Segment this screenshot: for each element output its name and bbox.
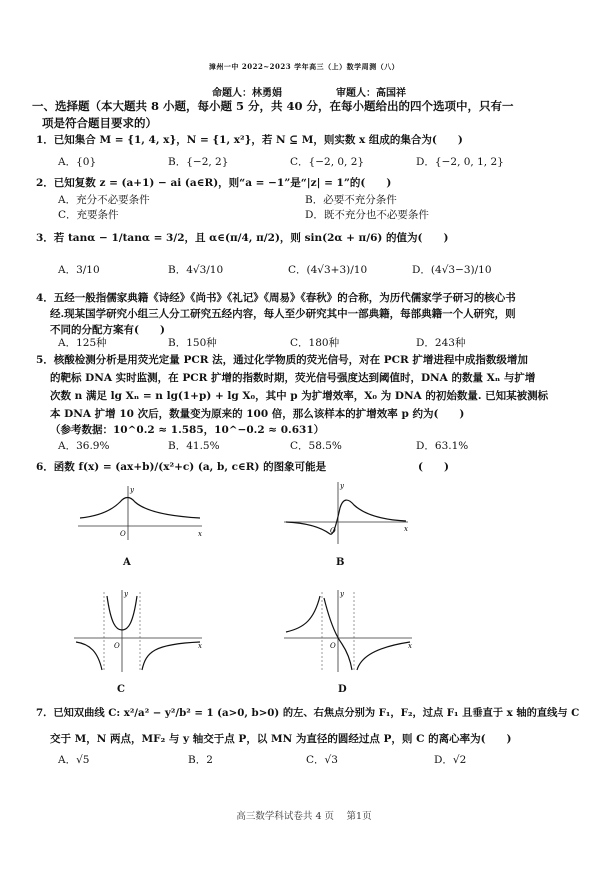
graph-d-x-label: x [408, 642, 412, 650]
q5-option-b: B．41.5% [168, 440, 220, 452]
composer: 命题人：林勇娟 [212, 88, 282, 99]
q7-option-b: B．2 [188, 754, 213, 766]
question-5-reference: （参考数据：10^0.2 ≈ 1.585，10^−0.2 ≈ 0.631） [50, 424, 325, 436]
graph-b-label: B [336, 557, 345, 568]
q5-option-a: A．36.9% [58, 440, 110, 452]
q1-option-d: D．{−2, 0, 1, 2} [416, 156, 504, 168]
graph-d-curve-right [357, 642, 410, 670]
q4-option-c: C．180种 [290, 337, 340, 349]
graph-a [74, 482, 206, 544]
q1-option-b: B．{−2, 2} [168, 156, 229, 168]
section-heading-line2: 项是符合题目要求的） [42, 116, 157, 130]
q2-option-c: C．充要条件 [58, 209, 119, 221]
graph-a-origin: O [120, 530, 126, 538]
q1-option-a: A．{0} [58, 156, 97, 168]
q3-option-c: C．(4√3+3)/10 [288, 264, 368, 276]
section-heading-line1: 一、选择题（本大题共 8 小题，每小题 5 分，共 40 分，在每小题给出的四个选项中，只有一 [32, 99, 514, 113]
q5-option-d: D．63.1% [416, 440, 469, 452]
q7-option-d: D．√2 [434, 754, 467, 766]
graph-c-origin: O [114, 642, 120, 650]
question-4-stem-line3: 不同的分配方案有( ) [50, 324, 165, 336]
graph-d-curve-left [286, 596, 320, 632]
q2-option-a: A．充分不必要条件 [58, 194, 150, 206]
q4-option-b: B．150种 [168, 337, 217, 349]
q4-option-d: D．243种 [416, 337, 466, 349]
graph-a-y-label: y [130, 486, 134, 494]
graph-b-origin: O [330, 527, 336, 535]
graph-d-origin: O [330, 642, 336, 650]
question-7-stem-line1: 7．已知双曲线 C: x²/a² − y²/b² = 1 (a>0, b>0) 的左、右焦点分别为 F₁，F₂，过点 F₁ 且垂直于 x 轴的直线与 C [36, 707, 580, 719]
q2-option-d: D．既不充分也不必要条件 [305, 209, 429, 221]
section-heading [32, 98, 582, 132]
graph-c-x-label: x [198, 642, 202, 650]
graph-c-y-label: y [124, 590, 128, 598]
question-4-stem-line2: 经.现某国学研究小组三人分工研究五经内容，每人至少研究其中一部典籍，每部典籍一个人研究，则 [50, 308, 516, 320]
question-1-stem: 1．已知集合 M = {1, 4, x}，N = {1, x²}，若 N ⊆ M，则实数 x 组成的集合为( ) [36, 134, 463, 146]
q3-option-d: D．(4√3−3)/10 [412, 264, 492, 276]
question-7-stem-line2: 交于 M，N 两点，MF₂ 与 y 轴交于点 P，以 MN 为直径的圆经过点 P，则 C 的离心率为( ) [50, 733, 512, 745]
question-6-stem: 6．函数 f(x) = (ax+b)/(x²+c) (a, b, c∈R) 的图象可能是 [36, 461, 327, 473]
graph-c-curve-right [142, 642, 200, 670]
graph-d-y-label: y [340, 590, 344, 598]
graph-b-y-label: y [340, 482, 344, 490]
q7-option-c: C．√3 [306, 754, 338, 766]
graph-d-label: D [338, 684, 347, 695]
question-3-stem: 3．若 tanα − 1/tanα = 3/2，且 α∈(π/4, π/2)，则 sin(2α + π/6) 的值为( ) [36, 232, 449, 244]
question-4-stem-line1: 4．五经一般指儒家典籍《诗经》《尚书》《礼记》《周易》《春秋》的合称，为历代儒家学子研习的核心书 [36, 292, 516, 304]
page-title: 漳州一中 2022~2023 学年高三（上）数学周测（八） [208, 62, 400, 71]
graph-c [70, 586, 206, 676]
question-5-stem-line1: 5．核酸检测分析是用荧光定量 PCR 法，通过化学物质的荧光信号，对在 PCR 扩增进程中成指数级增加 [36, 354, 528, 366]
reviewer: 审题人：高国祥 [336, 88, 406, 99]
graph-a-curve [80, 498, 200, 519]
question-5-stem-line2: 的靶标 DNA 实时监测，在 PCR 扩增的指数时期，荧光信号强度达到阈值时，DNA 的数量 Xₙ 与扩增 [50, 372, 536, 384]
graph-b-x-label: x [404, 525, 408, 533]
graph-d [280, 586, 416, 676]
q2-option-b: B．必要不充分条件 [305, 194, 397, 206]
graph-c-label: C [117, 684, 125, 695]
graph-c-curve-left [76, 642, 102, 670]
q5-option-c: C．58.5% [290, 440, 342, 452]
q3-option-a: A．3/10 [58, 264, 100, 276]
graph-a-x-label: x [198, 530, 202, 538]
question-6-paren: ( ) [418, 461, 449, 473]
graph-a-label: A [123, 557, 131, 568]
q3-option-b: B．4√3/10 [168, 264, 224, 276]
graph-b [280, 478, 412, 548]
question-5-stem-line3: 次数 n 满足 lg Xₙ = n lg(1+p) + lg X₀，其中 p 为扩增效率，X₀ 为 DNA 的初始数量. 已知某被测标 [50, 390, 549, 402]
q1-option-c: C．{−2, 0, 2} [290, 156, 365, 168]
question-5-stem-line4: 本 DNA 扩增 10 次后，数量变为原来的 100 倍，那么该样本的扩增效率 p 约为( ) [50, 408, 465, 420]
q4-option-a: A．125种 [58, 337, 107, 349]
q7-option-a: A．√5 [58, 754, 90, 766]
page-footer: 高三数学科试卷共 4 页 第1页 [236, 811, 372, 822]
graph-b-curve [286, 500, 406, 534]
question-2-stem: 2．已知复数 z = (a+1) − ai (a∈R)，则“a = −1”是“|z| = 1”的( ) [36, 177, 392, 189]
